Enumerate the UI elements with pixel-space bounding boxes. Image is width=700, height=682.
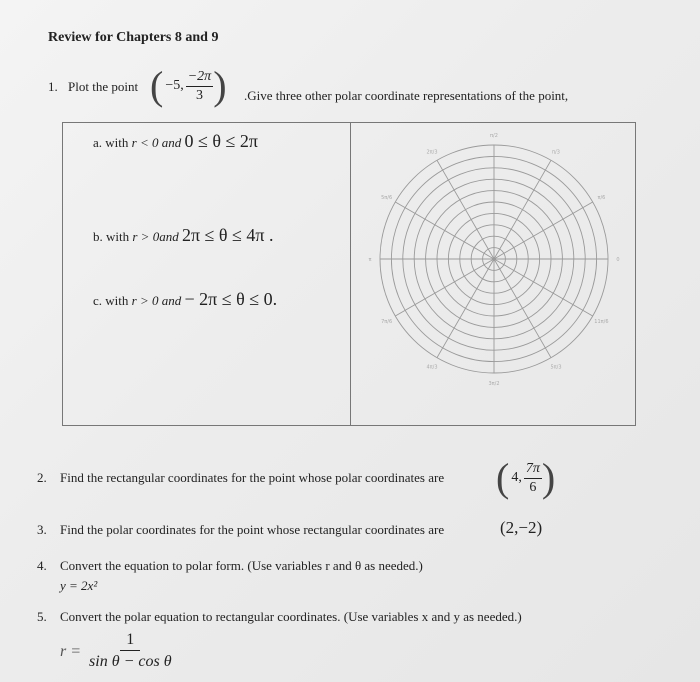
q5-lhs: r = xyxy=(60,642,82,660)
polar-spoke xyxy=(494,259,593,316)
part-c-range: − 2π ≤ θ ≤ 0. xyxy=(184,289,278,309)
part-b-condition: r > 0and xyxy=(132,229,179,244)
q2-angle-numerator: 7π xyxy=(524,460,542,479)
q5-numerator: 1 xyxy=(120,630,140,651)
q5-denominator: sin θ − cos θ xyxy=(89,653,172,670)
q3-number: 3. xyxy=(37,522,47,537)
part-c-condition: r > 0 and xyxy=(131,293,182,308)
q5-equation xyxy=(60,630,172,673)
page-title: Review for Chapters 8 and 9 xyxy=(48,30,219,45)
polar-angle-label: 3π/2 xyxy=(488,381,500,387)
q1-number: 1. xyxy=(48,79,58,94)
q1-point xyxy=(150,63,227,108)
q2-point-angle xyxy=(524,460,542,497)
box-divider xyxy=(350,123,351,425)
q5-number: 5. xyxy=(37,609,47,624)
polar-angle-label: 11π/6 xyxy=(594,319,609,325)
q1-instruction: .Give three other polar coordinate representations of the point, xyxy=(244,88,569,103)
q1-prompt: Plot the point xyxy=(68,79,139,94)
q2-number: 2. xyxy=(37,470,47,485)
left-paren: ( xyxy=(496,455,510,500)
part-c xyxy=(93,289,277,310)
right-paren: ) xyxy=(213,63,227,108)
part-b xyxy=(93,225,274,246)
q3-point: (2,−2) xyxy=(500,518,543,537)
polar-angle-label: 5π/3 xyxy=(550,364,562,371)
polar-angle-label: 4π/3 xyxy=(426,364,438,371)
q2-text: Find the rectangular coordinates for the point whose polar coordinates are xyxy=(60,470,445,485)
q2-angle-denominator: 6 xyxy=(529,479,537,495)
q1-angle-denominator: 3 xyxy=(195,87,203,103)
q5-fraction xyxy=(89,630,172,673)
right-paren: ) xyxy=(541,455,556,500)
polar-angle-label: π xyxy=(368,257,372,263)
polar-spoke xyxy=(395,259,494,316)
polar-angle-label: 0 xyxy=(616,257,620,263)
polar-angle-label: π/3 xyxy=(552,149,560,156)
part-b-range: 2π ≤ θ ≤ 4π . xyxy=(181,225,274,245)
part-a-range: 0 ≤ θ ≤ 2π xyxy=(184,131,258,151)
q5-text: Convert the polar equation to rectangular coordinates. (Use variables x and y as needed.) xyxy=(60,609,522,624)
polar-angle-label: 2π/3 xyxy=(426,149,438,156)
polar-spoke xyxy=(437,160,494,259)
question-1-box xyxy=(62,122,636,426)
part-b-label: b. with xyxy=(93,229,130,244)
q4-equation: y = 2x² xyxy=(60,578,98,593)
left-paren: ( xyxy=(150,63,164,108)
part-a-label: a. with xyxy=(93,135,129,150)
part-a xyxy=(93,131,258,152)
q1-angle-numerator: −2π xyxy=(186,68,213,87)
q2-point xyxy=(496,455,556,500)
q4-number: 4. xyxy=(37,558,47,573)
polar-angle-label: π/2 xyxy=(490,133,498,139)
q4-text: Convert the equation to polar form. (Use variables r and θ as needed.) xyxy=(60,558,423,573)
polar-spoke xyxy=(494,160,551,259)
q1-point-angle xyxy=(186,68,213,105)
polar-angle-label: π/6 xyxy=(597,195,606,201)
polar-spoke xyxy=(494,259,551,358)
polar-spoke xyxy=(395,202,494,259)
part-c-label: c. with xyxy=(93,293,129,308)
part-a-condition: r < 0 and xyxy=(131,135,182,150)
q2-point-r: 4, xyxy=(511,470,522,485)
polar-angle-label: 7π/6 xyxy=(381,319,393,325)
q1-point-r: −5, xyxy=(165,78,184,93)
polar-spoke xyxy=(437,259,494,358)
polar-spoke xyxy=(494,202,593,259)
polar-grid[interactable] xyxy=(358,125,630,421)
polar-angle-label: 5π/6 xyxy=(381,195,393,201)
q3-text: Find the polar coordinates for the point whose rectangular coordinates are xyxy=(60,522,445,537)
